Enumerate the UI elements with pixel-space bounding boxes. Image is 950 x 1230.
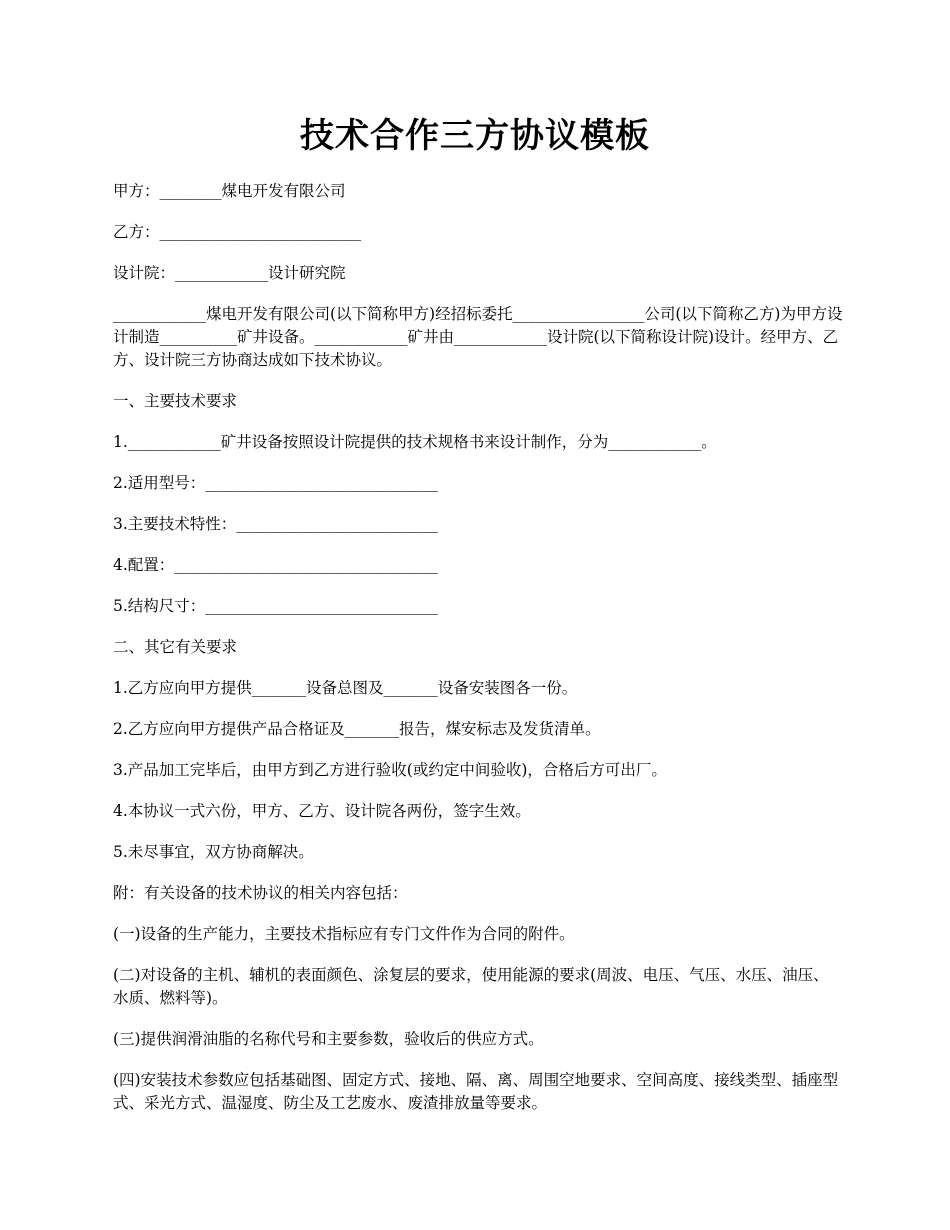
requirement-item-3: 3.主要技术特性：__________________________ <box>113 515 438 533</box>
appendix-item-3: (三)提供润滑油脂的名称代号和主要参数，验收后的供应方式。 <box>113 1030 544 1048</box>
requirement-item-1: 1.____________矿井设备按照设计院提供的技术规格书来设计制作，分为____________。 <box>113 433 717 451</box>
section-heading-1: 一、主要技术要求 <box>113 392 238 410</box>
intro-paragraph: ____________煤电开发有限公司(以下简称甲方)经招标委托_________________公司(以下简称乙方)为甲方设计制造__________矿井设备。____________矿井由____________设计院(以下简称设计院)设计。经甲方、乙方、设计院三方协商达成如下技术协议。 <box>113 305 843 369</box>
party-a-line: 甲方：________煤电开发有限公司 <box>113 182 346 200</box>
requirement-item-2: 2.适用型号：______________________________ <box>113 474 438 492</box>
requirement-item-4: 4.配置：__________________________________ <box>113 556 438 574</box>
party-b-line: 乙方：__________________________ <box>113 223 362 241</box>
appendix-item-1: (一)设备的生产能力，主要技术指标应有专门文件作为合同的附件。 <box>113 925 575 943</box>
document-body <box>113 180 843 1133</box>
document-title: 技术合作三方协议模板 <box>300 116 650 156</box>
other-item-1: 1.乙方应向甲方提供_______设备总图及_______设备安装图各一份。 <box>113 679 578 697</box>
other-item-3: 3.产品加工完毕后，由甲方到乙方进行验收(或约定中间验收)，合格后方可出厂。 <box>113 761 667 779</box>
other-item-4: 4.本协议一式六份，甲方、乙方、设计院各两份，签字生效。 <box>113 802 531 820</box>
section-heading-2: 二、其它有关要求 <box>113 638 238 656</box>
other-item-5: 5.未尽事宜，双方协商解决。 <box>113 843 314 861</box>
appendix-heading: 附：有关设备的技术协议的相关内容包括： <box>113 884 408 902</box>
appendix-item-2: (二)对设备的主机、辅机的表面颜色、涂复层的要求，使用能源的要求(周波、电压、气压、水压、油压、水质、燃料等)。 <box>113 966 829 1007</box>
other-item-2: 2.乙方应向甲方提供产品合格证及_______报告，煤安标志及发货清单。 <box>113 720 601 738</box>
design-institute-line: 设计院：____________设计研究院 <box>113 264 346 282</box>
appendix-item-4: (四)安装技术参数应包括基础图、固定方式、接地、隔、离、周围空地要求、空间高度、接线类型、插座型式、采光方式、温湿度、防尘及工艺废水、废渣排放量等要求。 <box>113 1071 839 1112</box>
requirement-item-5: 5.结构尺寸：______________________________ <box>113 597 438 615</box>
